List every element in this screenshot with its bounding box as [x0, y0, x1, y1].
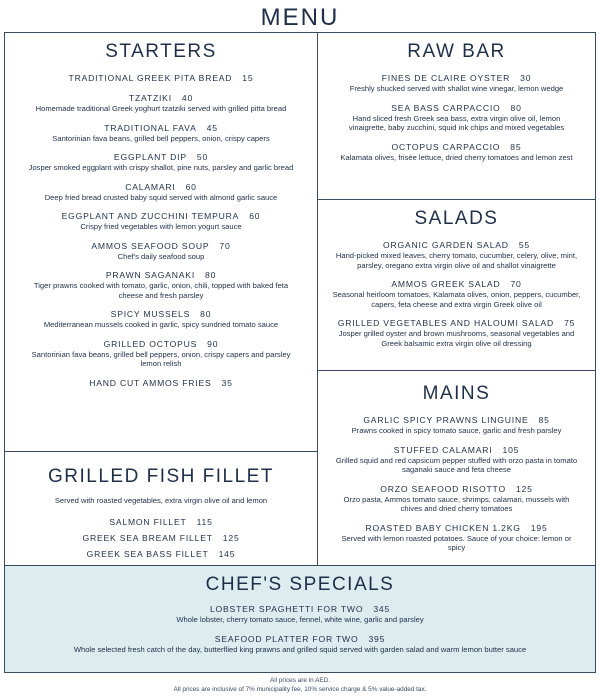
starters-heading: STARTERS: [105, 41, 217, 62]
menu-item-price: 60: [185, 181, 197, 192]
menu-item-price: 85: [538, 415, 550, 425]
menu-item-heading: [19, 309, 303, 320]
starters-list: [19, 73, 303, 389]
menu-item-description: Orzo pasta, Ammos tomato sauce, shrimps, calamari, mussels with chives and dried cherry tomatoes: [343, 494, 570, 513]
menu-item-heading: [19, 533, 303, 544]
menu-item: [15, 604, 585, 625]
menu-item: [326, 415, 587, 436]
grilled-fish-list: [19, 517, 303, 560]
menu-item-heading: [19, 339, 303, 350]
menu-item-name: TRADITIONAL FAVA: [104, 122, 197, 133]
chefs-specials-section: [4, 565, 596, 673]
menu-item-description: Prawns cooked in spicy tomato sauce, garlic and fresh parsley: [351, 426, 562, 435]
menu-item-price: 75: [564, 318, 576, 328]
menu-item-heading: [19, 73, 303, 84]
footer-tax-note: All prices are inclusive of 7% municipality fee, 10% service charge & 5% value-added tax.: [173, 686, 427, 693]
menu-item-description: Tiger prawns cooked with tomato, garlic, onion, chili, topped with baked feta cheese and fresh parsley: [33, 281, 289, 300]
menu-item-price: 40: [181, 93, 194, 103]
menu-item-name: HAND CUT AMMOS FRIES: [89, 377, 212, 388]
menu-item-name: SPICY MUSSELS: [110, 309, 191, 319]
menu-item-description: Josper smoked eggplant with crispy shallot, pine nuts, parsley and garlic bread: [28, 163, 294, 172]
menu-item-price: 125: [222, 533, 240, 543]
menu-item: [19, 93, 303, 114]
menu-item-price: 55: [518, 240, 530, 250]
mains-list: [326, 415, 587, 553]
menu-item-description: Chef's daily seafood soup: [117, 251, 205, 261]
menu-item-heading: [326, 279, 587, 290]
menu-item-name: LOBSTER SPAGHETTI FOR TWO: [209, 604, 364, 614]
menu-item-description: Served with lemon roasted potatoes. Sauce of your choice: lemon or spicy: [341, 533, 572, 552]
menu-item: [19, 270, 303, 300]
menu-item-heading: [326, 523, 587, 534]
menu-item-name: TRADITIONAL GREEK PITA BREAD: [68, 73, 233, 83]
grilled-fish-note: Served with roasted vegetables, extra virgin olive oil and lemon: [54, 496, 268, 505]
menu-item-price: 70: [219, 240, 231, 251]
starters-section: [4, 32, 318, 452]
menu-item-heading: [326, 445, 587, 456]
menu-item-price: 60: [249, 211, 261, 221]
menu-item: [328, 142, 585, 163]
menu-item-heading: [19, 517, 303, 528]
menu-item-description: Whole lobster, cherry tomato sauce, fennel, white wine, garlic and parsley: [176, 615, 424, 624]
menu-item-name: SEA BASS CARPACCIO: [391, 102, 501, 113]
menu-item-description: Homemade traditional Greek yoghurt tzatziki served with grilled pitta bread: [35, 104, 287, 113]
menu-item: [328, 103, 585, 133]
menu-item: [19, 182, 303, 203]
salads-list: [326, 240, 587, 348]
menu-item-name: GRILLED OCTOPUS: [103, 338, 198, 349]
menu-item-heading: [15, 604, 585, 615]
menu-item-price: 80: [510, 102, 522, 113]
menu-item: [326, 318, 587, 348]
menu-item-name: PRAWN SAGANAKI: [105, 270, 196, 280]
menu-item-heading: [19, 123, 303, 134]
menu-item-description: Santorinian fava beans, grilled bell peppers, onion, crispy capers: [52, 133, 270, 143]
menu-item-price: 105: [502, 444, 520, 455]
menu-item-price: 50: [196, 152, 209, 162]
menu-item-name: AMMOS SEAFOOD SOUP: [91, 240, 210, 251]
menu-item-description: Hand sliced fresh Greek sea bass, extra virgin olive oil, lemon vinaigrette, baby zucchini, squid ink chips and mixed vegetables: [348, 113, 565, 132]
menu-item-price: 45: [206, 122, 218, 133]
menu-item-name: GRILLED VEGETABLES AND HALOUMI SALAD: [337, 318, 555, 328]
menu-item-heading: [19, 182, 303, 193]
menu-item-price: 145: [218, 549, 236, 559]
menu-item-price: 85: [510, 141, 522, 152]
menu-item-description: Kalamata olives, frisée lettuce, dried cherry tomatoes and lemon zest: [340, 152, 573, 162]
menu-item-heading: [19, 241, 303, 252]
menu-item-price: 70: [510, 279, 522, 289]
menu-item-heading: [326, 240, 587, 251]
menu-item-name: OCTOPUS CARPACCIO: [391, 141, 501, 152]
menu-item-description: Crispy fried vegetables with lemon yogurt sauce: [80, 222, 242, 231]
menu-item-name: AMMOS GREEK SALAD: [391, 279, 501, 289]
menu-item: [19, 241, 303, 262]
menu-item-heading: [19, 270, 303, 281]
menu-item-name: ROASTED BABY CHICKEN 1.2KG: [365, 522, 521, 533]
menu-item-heading: [15, 634, 585, 645]
menu-item-description: Josper grilled oyster and brown mushrooms, seasonal vegetables and Greek balsamic extra virgin olive oil dressing: [338, 329, 575, 348]
menu-item-price: 395: [368, 633, 386, 644]
menu-item-heading: [328, 142, 585, 153]
menu-item-price: 35: [221, 377, 233, 388]
menu-item: [19, 211, 303, 232]
menu-item-price: 15: [242, 73, 254, 83]
menu-item: [328, 73, 585, 94]
menu-item: [19, 378, 303, 389]
menu-item-description: Hand-picked mixed leaves, cherry tomato, cucumber, celery, olive, mint, parsley, oregano extra virgin olive oil and shallot vinaigrette: [335, 251, 578, 270]
menu-item-name: EGGPLANT DIP: [113, 152, 187, 162]
raw-bar-list: [328, 73, 585, 162]
menu-item: [15, 634, 585, 655]
salads-section: [317, 199, 596, 371]
menu-item-heading: [19, 152, 303, 163]
menu-item-name: TZATZIKI: [128, 93, 172, 103]
menu-item-price: 195: [530, 522, 548, 533]
menu-item: [19, 73, 303, 84]
menu-item-description: Deep fried bread crusted baby squid served with almond garlic sauce: [44, 192, 278, 202]
menu-item-heading: [19, 378, 303, 389]
menu-item-name: ORZO SEAFOOD RISOTTO: [380, 483, 506, 494]
menu-item-heading: [19, 549, 303, 560]
menu-item: [326, 523, 587, 553]
menu-item-name: CALAMARI: [125, 181, 176, 192]
menu-item-heading: [19, 93, 303, 104]
menu-item: [19, 533, 303, 544]
menu-item-description: Santorinian fava beans, grilled bell peppers, onion, crispy capers and parsley lemon relish: [31, 349, 291, 368]
menu-item: [19, 152, 303, 173]
menu-item-heading: [326, 484, 587, 495]
menu-item-heading: [19, 211, 303, 222]
raw-bar-section: [317, 32, 596, 200]
menu-title: MENU: [260, 4, 340, 31]
menu-item-description: Freshly shucked served with shallot wine vinegar, lemon wedge: [349, 84, 564, 93]
menu-item-price: 80: [200, 309, 212, 319]
mains-heading: MAINS: [422, 383, 491, 404]
menu-item-name: SALMON FILLET: [109, 517, 187, 527]
footer-currency-note: All prices are in AED.: [269, 677, 331, 684]
salads-heading: SALADS: [414, 208, 499, 229]
menu-item: [19, 339, 303, 369]
menu-item: [326, 240, 587, 270]
menu-item: [19, 309, 303, 330]
menu-item-price: 125: [515, 483, 533, 494]
menu-item-heading: [326, 415, 587, 426]
menu-item-name: STUFFED CALAMARI: [393, 444, 493, 455]
menu-item-heading: [326, 318, 587, 329]
menu-item-name: ORGANIC GARDEN SALAD: [382, 240, 509, 250]
menu-item-name: EGGPLANT AND ZUCCHINI TEMPURA: [61, 211, 240, 221]
menu-item-price: 90: [207, 338, 219, 349]
menu-item-heading: [328, 73, 585, 84]
menu-item-price: 80: [205, 270, 217, 280]
menu-item-name: GARLIC SPICY PRAWNS LINGUINE: [363, 415, 529, 425]
menu-item-name: GREEK SEA BASS FILLET: [86, 549, 209, 559]
menu-item: [19, 549, 303, 560]
menu-item: [326, 445, 587, 475]
menu-item-name: SEAFOOD PLATTER FOR TWO: [214, 633, 359, 644]
menu-item: [19, 123, 303, 144]
menu-item-description: Seasonal heirloom tomatoes, Kalamata olives, onion, peppers, cucumber, capers, feta cheese and extra virgin Greek olive oil: [332, 290, 581, 309]
grilled-fish-heading: GRILLED FISH FILLET: [48, 466, 274, 487]
menu-item-name: GREEK SEA BREAM FILLET: [82, 533, 213, 543]
raw-bar-heading: RAW BAR: [407, 41, 506, 62]
menu-item-price: 115: [196, 517, 213, 527]
chefs-specials-heading: CHEF'S SPECIALS: [205, 574, 395, 595]
menu-item: [19, 517, 303, 528]
menu-item: [326, 484, 587, 514]
menu-item-price: 345: [373, 604, 391, 614]
mains-section: [317, 370, 596, 566]
grilled-fish-section: [4, 451, 318, 566]
menu-item: [326, 279, 587, 309]
menu-item-description: Mediterranean mussels cooked in garlic, spicy sundried tomato sauce: [43, 320, 279, 329]
menu-item-description: Grilled squid and red capsicum pepper stuffed with orzo pasta in tomato saganaki sauce and feta cheese: [335, 455, 578, 474]
chefs-specials-list: [15, 604, 585, 654]
price-footer: [0, 676, 600, 694]
menu-item-name: FINES DE CLAIRE OYSTER: [381, 73, 511, 83]
menu-item-description: Whole selected fresh catch of the day, butterflied king prawns and grilled squid served with garden salad and warm lemon butter sauce: [73, 644, 527, 654]
menu-item-price: 30: [520, 73, 532, 83]
menu-item-heading: [328, 103, 585, 114]
